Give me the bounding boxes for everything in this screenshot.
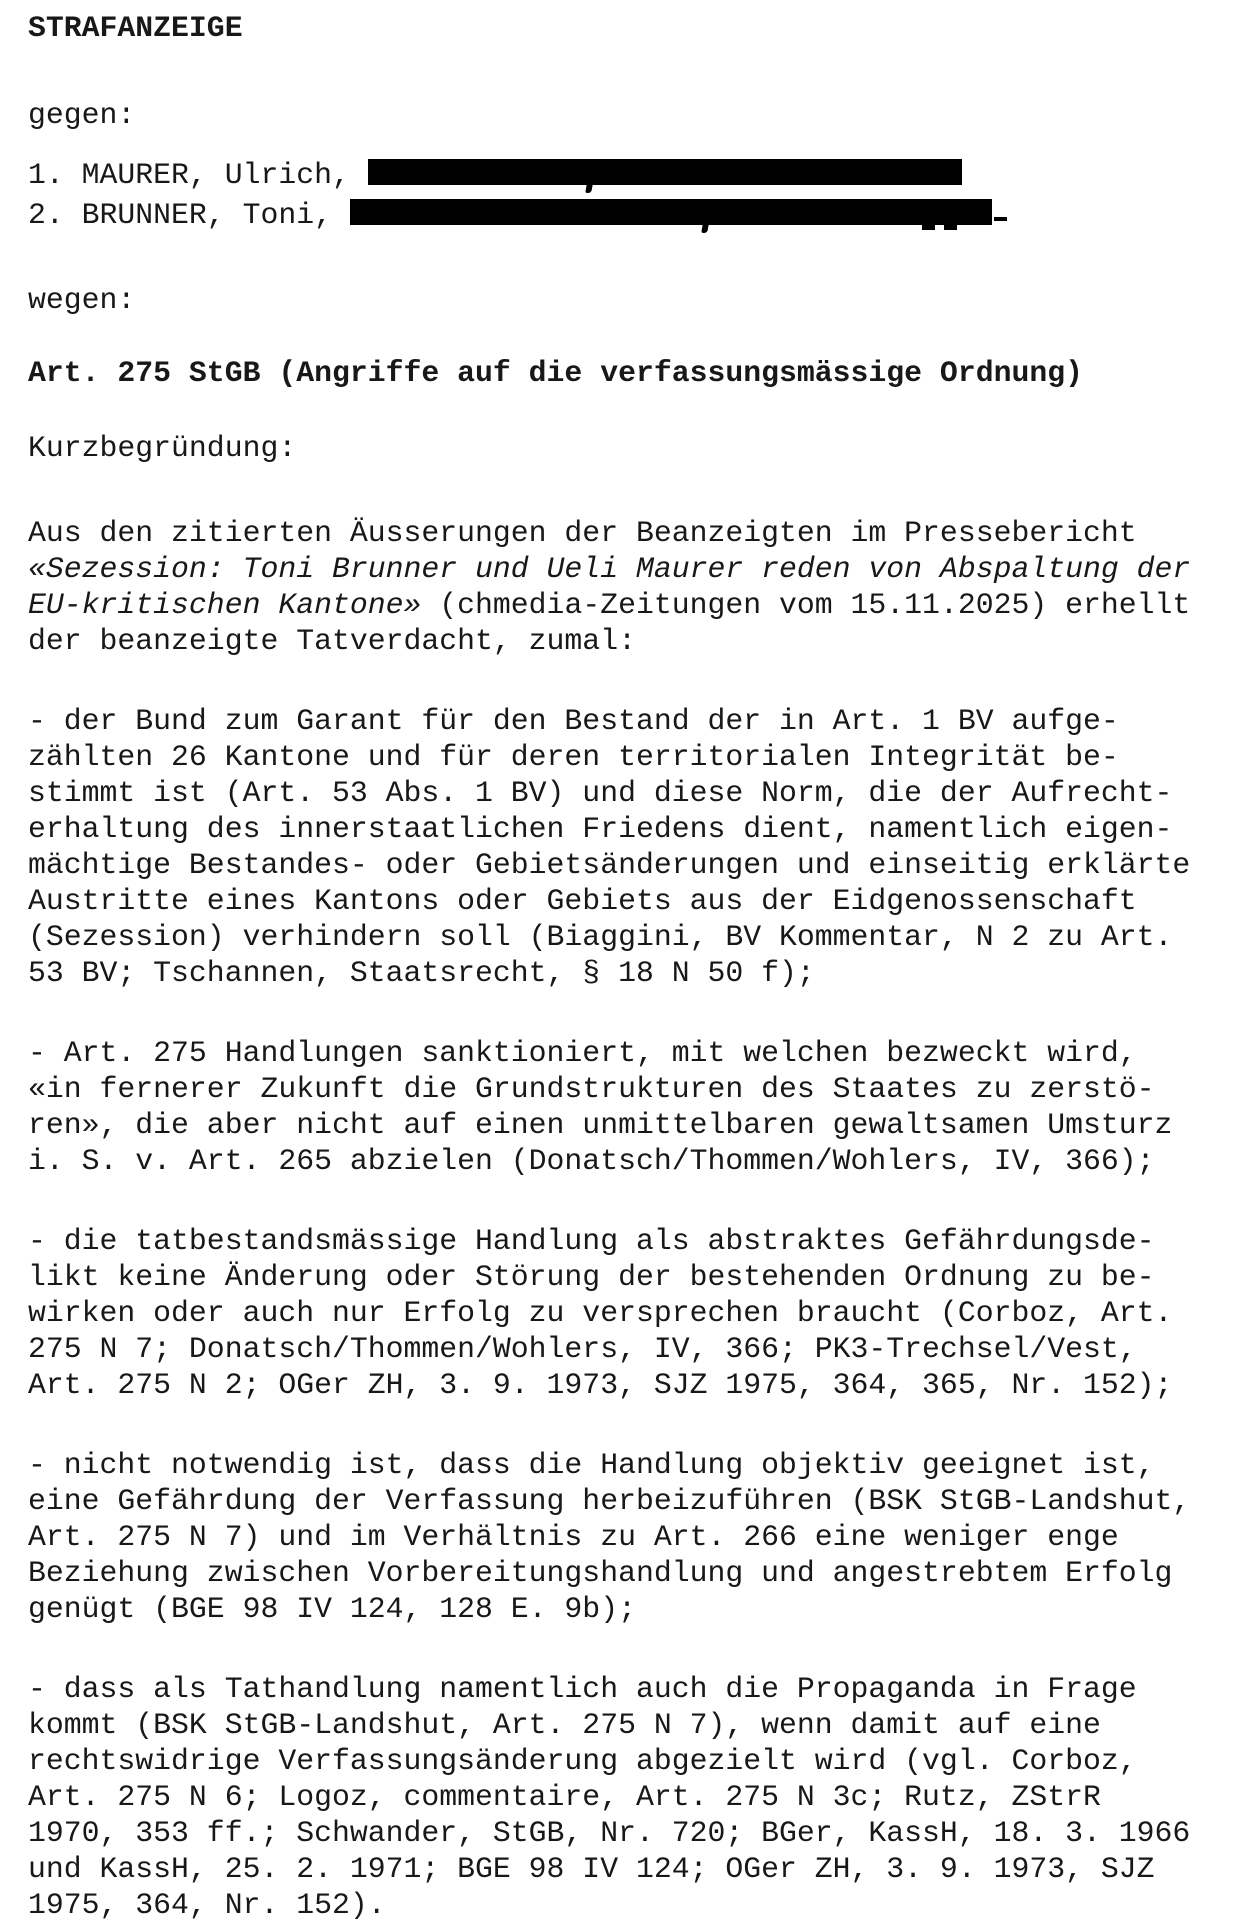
paragraph [28,1447,1225,1627]
paragraph-line: 275 N 7; Donatsch/Thommen/Wohlers, IV, 366; PK3-Trechsel/Vest, [28,1332,1137,1366]
redaction-bar [350,199,992,225]
paragraph-line: rechtswidrige Verfassungsänderung abgezielt wird (vgl. Corboz, [28,1744,1137,1778]
paragraph-line: - die tatbestandsmässige Handlung als abstraktes Gefährdungsde- [28,1224,1155,1258]
paragraph-line: Art. 275 N 6; Logoz, commentaire, Art. 275 N 3c; Rutz, ZStrR [28,1780,1101,1814]
accused-name: 2. BRUNNER, Toni, [28,198,350,232]
against-label: gegen: [28,98,136,132]
paragraph-line: «in fernerer Zukunft die Grundstrukturen des Staates zu zerstö- [28,1072,1155,1106]
paragraph [28,703,1225,991]
paragraph-line: - der Bund zum Garant für den Bestand der in Art. 1 BV aufge- [28,704,1119,738]
paragraph [28,1223,1225,1403]
paragraph [28,1671,1225,1923]
paragraph-line: wirken oder auch nur Erfolg zu versprechen braucht (Corboz, Art. [28,1296,1173,1330]
document-title: STRAFANZEIGE [28,11,243,45]
redaction-bar [368,159,962,185]
paragraph-line: genügt (BGE 98 IV 124, 128 E. 9b); [28,1592,636,1626]
paragraph-line: - nicht notwendig ist, dass die Handlung objektiv geeignet ist, [28,1448,1155,1482]
paragraph-line: (Sezession) verhindern soll (Biaggini, BV Kommentar, N 2 zu Art. [28,920,1173,954]
paragraph-line: EU-kritischen Kantone» (chmedia-Zeitungen vom 15.11.2025) erhellt [28,588,1191,622]
paragraph-line: - Art. 275 Handlungen sanktioniert, mit welchen bezweckt wird, [28,1036,1137,1070]
paragraph-line: Art. 275 N 7) und im Verhältnis zu Art. 266 eine weniger enge [28,1520,1119,1554]
paragraph-line: der beanzeigte Tatverdacht, zumal: [28,624,636,658]
paragraph [28,515,1225,659]
paragraph-line: zählten 26 Kantone und für deren territorialen Integrität be- [28,740,1119,774]
paragraph-line: 53 BV; Tschannen, Staatsrecht, § 18 N 50 f); [28,956,815,990]
paragraph-line: ren», die aber nicht auf einen unmittelbaren gewaltsamen Umsturz [28,1108,1173,1142]
accused-list [28,155,1225,235]
paragraph-line: Aus den zitierten Äusserungen der Beanzeigten im Pressebericht [28,516,1137,550]
charge-label: wegen: [28,283,136,317]
redaction-artifact [994,217,1007,221]
paragraph-line: und KassH, 25. 2. 1971; BGE 98 IV 124; OGer ZH, 3. 9. 1973, SJZ [28,1852,1155,1886]
body-paragraphs [28,515,1225,1923]
paragraph-line: - dass als Tathandlung namentlich auch die Propaganda in Frage [28,1672,1137,1706]
paragraph-line: Austritte eines Kantons oder Gebiets aus der Eidgenossenschaft [28,884,1137,918]
redaction-artifact [922,225,935,230]
accused-row [28,155,1225,195]
redaction-artifact [585,184,593,193]
reasoning-label: Kurzbegründung: [28,431,297,465]
paragraph-line: likt keine Änderung oder Störung der bestehenden Ordnung zu be- [28,1260,1155,1294]
paragraph-line: eine Gefährdung der Verfassung herbeizuführen (BSK StGB-Landshut, [28,1484,1191,1518]
paragraph-line: kommt (BSK StGB-Landshut, Art. 275 N 7), wenn damit auf eine [28,1708,1101,1742]
accused-name: 1. MAURER, Ulrich, [28,158,368,192]
paragraph [28,1035,1225,1179]
paragraph-line: Art. 275 N 2; OGer ZH, 3. 9. 1973, SJZ 1975, 364, 365, Nr. 152); [28,1368,1173,1402]
redaction-artifact [944,225,957,230]
redaction-artifact [701,224,709,233]
paragraph-line: erhaltung des innerstaatlichen Friedens dient, namentlich eigen- [28,812,1173,846]
paragraph-line: mächtige Bestandes- oder Gebietsänderungen und einseitig erklärte [28,848,1191,882]
paragraph-line: 1970, 353 ff.; Schwander, StGB, Nr. 720; BGer, KassH, 18. 3. 1966 [28,1816,1191,1850]
paragraph-line: stimmt ist (Art. 53 Abs. 1 BV) und diese Norm, die der Aufrecht- [28,776,1173,810]
paragraph-line: 1975, 364, Nr. 152). [28,1888,386,1922]
charge-heading: Art. 275 StGB (Angriffe auf die verfassungsmässige Ordnung) [28,356,1083,390]
paragraph-line: i. S. v. Art. 265 abzielen (Donatsch/Thommen/Wohlers, IV, 366); [28,1144,1155,1178]
accused-row [28,195,1225,235]
paragraph-line: Beziehung zwischen Vorbereitungshandlung und angestrebtem Erfolg [28,1556,1173,1590]
paragraph-line: «Sezession: Toni Brunner und Ueli Maurer reden von Abspaltung der [28,552,1191,586]
